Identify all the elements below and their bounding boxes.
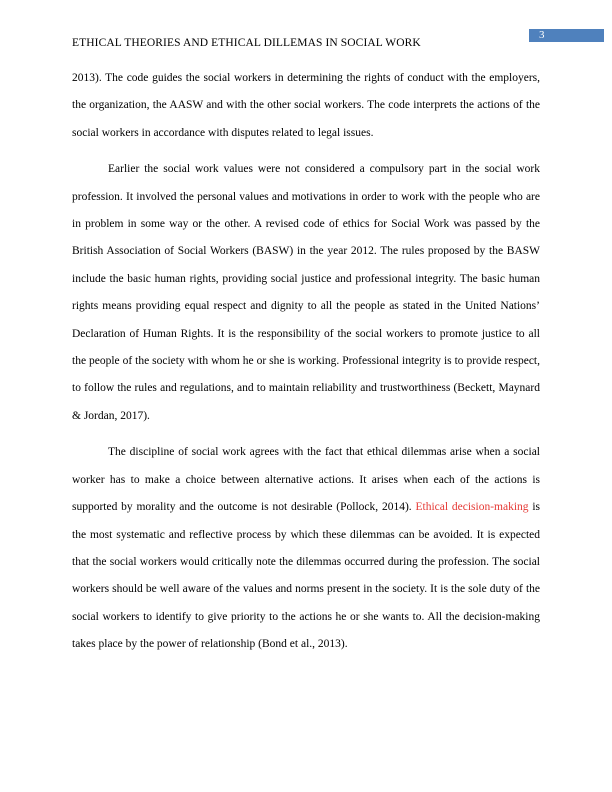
- paragraph-3: [72, 439, 540, 658]
- highlighted-phrase: Ethical decision-making: [415, 501, 529, 514]
- paragraph-1: 2013). The code guides the social workers in determining the rights of conduct with the employers, the organization, the AASW and with the other social workers. The code interprets the actions of the social workers in accordance with disputes related to legal issues.: [72, 72, 540, 139]
- running-header-title: ETHICAL THEORIES AND ETHICAL DILLEMAS IN SOCIAL WORK: [72, 37, 421, 49]
- paragraph-3-text-start: The discipline of social work agrees with the fact that ethical dilemmas arise when a social worker has to make a choice between alternative actions. It arises when each of the actions is supported by morality and the outcome is not desirable (Pollock, 2014).: [72, 446, 540, 514]
- document-body: [72, 65, 540, 659]
- paragraph-3-text-end: is the most systematic and reflective process by which these dilemmas can be avoided. It is expected that the social workers would critically note the dilemmas occurred during the profession. The social workers should be well aware of the values and norms present in the society. It is the sole duty of the social workers to identify to give priority to the actions he or she wants to. All the decision-making takes place by the power of relationship (Bond et al., 2013).: [72, 501, 541, 651]
- paragraph-2: Earlier the social work values were not considered a compulsory part in the social work profession. It involved the personal values and motivations in order to work with the people who are in problem in some way or the other. A revised code of ethics for Social Work was passed by the British Association of Social Workers (BASW) in the year 2012. The rules proposed by the BASW include the basic human rights, providing social justice and professional integrity. The basic human rights means providing equal respect and dignity to all the people as stated in the United Nations’ Declaration of Human Rights. It is the responsibility of the social workers to promote justice to all the people of the society with whom he or she is working. Professional integrity is to provide respect, to follow the rules and regulations, and to maintain reliability and trustworthiness (Beckett, Maynard & Jordan, 2017).: [72, 163, 540, 422]
- page-number-badge: 3: [529, 29, 604, 42]
